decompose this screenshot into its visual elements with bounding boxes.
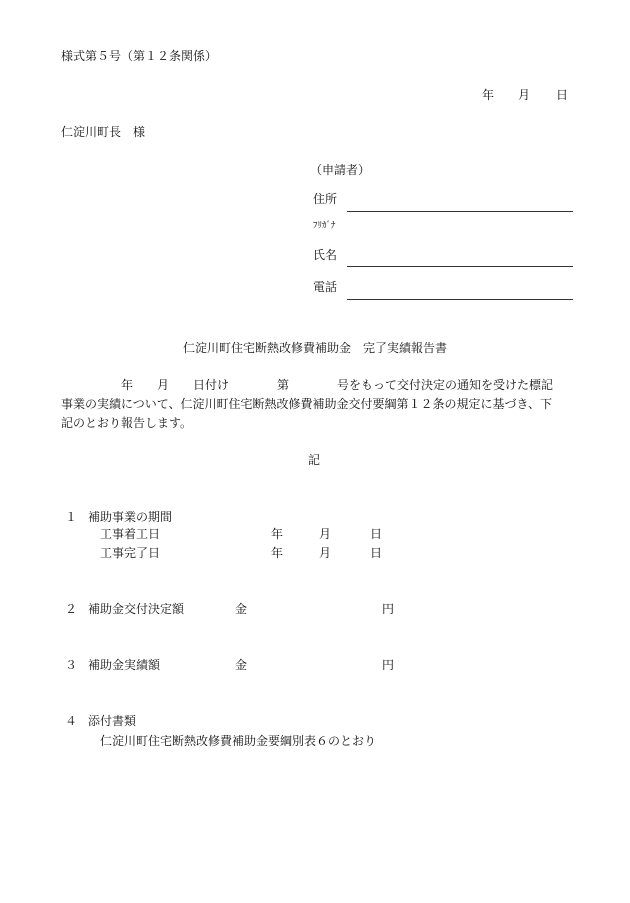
body-line-1: 年 月 日付け 第 号をもって交付決定の通知を受けた標記 bbox=[61, 378, 554, 392]
date-month-label: 月 bbox=[518, 88, 531, 102]
section-3-title: 補助金実績額 bbox=[88, 658, 161, 672]
end-date-label: 工事完了日 bbox=[100, 546, 161, 560]
section-1-title: 補助事業の期間 bbox=[88, 510, 173, 524]
end-year-label: 年 bbox=[271, 546, 284, 560]
decision-amount-unit: 円 bbox=[382, 602, 395, 616]
phone-label: 電話 bbox=[313, 280, 338, 294]
address-field-line[interactable] bbox=[347, 211, 573, 212]
actual-amount-unit: 円 bbox=[382, 658, 395, 672]
body-paragraph bbox=[61, 376, 571, 433]
start-month-label: 月 bbox=[319, 527, 332, 541]
section-3-number: ３ bbox=[65, 658, 78, 672]
date-day-label: 日 bbox=[556, 88, 569, 102]
name-field-line[interactable] bbox=[347, 266, 573, 267]
address-label: 住所 bbox=[313, 192, 338, 206]
attachment-detail: 仁淀川町住宅断熱改修費補助金要綱別表６のとおり bbox=[100, 734, 377, 748]
section-4-title: 添付書類 bbox=[88, 714, 137, 728]
start-date-label: 工事着工日 bbox=[100, 527, 161, 541]
section-1-number: １ bbox=[65, 510, 78, 524]
section-2-title: 補助金交付決定額 bbox=[88, 602, 185, 616]
end-day-label: 日 bbox=[370, 546, 383, 560]
applicant-heading: （申請者） bbox=[310, 163, 371, 177]
document-title: 仁淀川町住宅断熱改修費補助金 完了実績報告書 bbox=[182, 341, 447, 355]
phone-field-line[interactable] bbox=[347, 299, 573, 300]
name-label: 氏名 bbox=[313, 248, 338, 262]
body-line-3: 記のとおり報告します。 bbox=[61, 416, 193, 430]
section-2-number: ２ bbox=[65, 602, 78, 616]
end-month-label: 月 bbox=[319, 546, 332, 560]
start-year-label: 年 bbox=[271, 527, 284, 541]
furigana-label: ﾌﾘｶﾞﾅ bbox=[313, 221, 336, 231]
date-year-label: 年 bbox=[482, 88, 495, 102]
ki-heading: 記 bbox=[308, 453, 321, 467]
addressee: 仁淀川町長 様 bbox=[61, 125, 146, 139]
start-day-label: 日 bbox=[370, 527, 383, 541]
decision-amount-currency: 金 bbox=[235, 602, 248, 616]
body-line-2: 事業の実績について、仁淀川町住宅断熱改修費補助金交付要綱第１２条の規定に基づき、下 bbox=[61, 397, 553, 411]
section-4-number: ４ bbox=[65, 714, 78, 728]
actual-amount-currency: 金 bbox=[235, 658, 248, 672]
form-number: 様式第５号（第１２条関係） bbox=[61, 49, 218, 63]
